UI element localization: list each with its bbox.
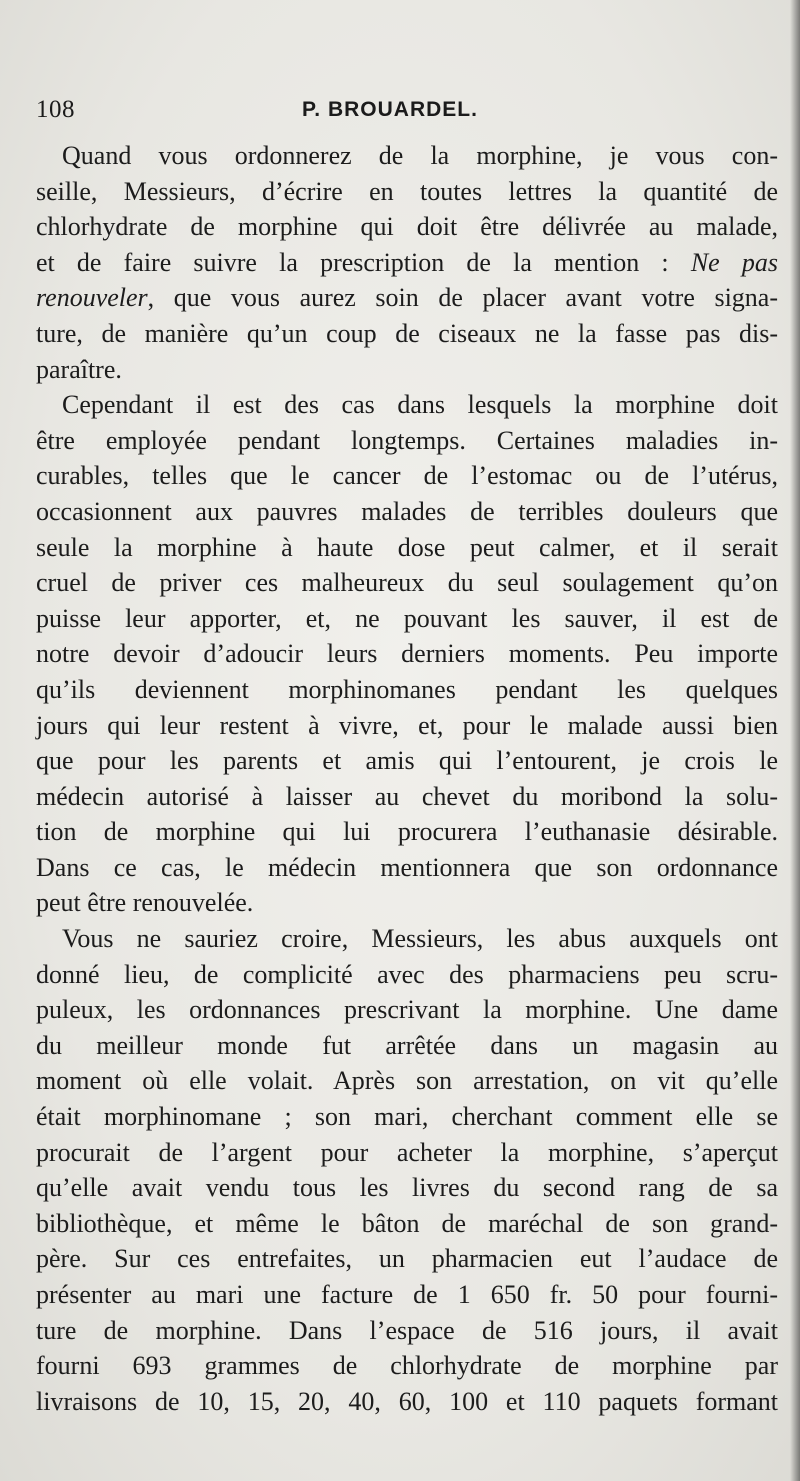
text-line: occasionnent aux pauvres malades de terribles douleurs que	[36, 496, 778, 526]
text-line: peut être renouvelée.	[36, 888, 254, 918]
text-line: ture de morphine. Dans l’espace de 516 jours, il avait	[36, 1315, 778, 1345]
text-line: curables, telles que le cancer de l’estomac ou de l’utérus,	[36, 461, 778, 491]
text-line: que pour les parents et amis qui l’entourent, je crois le	[36, 746, 778, 776]
text-line: paraître.	[36, 354, 122, 384]
text-line: jours qui leur restent à vivre, et, pour le malade aussi bien	[36, 710, 778, 740]
text-line: moment où elle volait. Après son arrestation, on vit qu’elle	[36, 1066, 778, 1096]
text-line: ture, de manière qu’un coup de ciseaux ne la fasse pas dis-	[36, 318, 778, 348]
italic-text: renouveler	[36, 283, 148, 313]
text-line: seille, Messieurs, d’écrire en toutes lettres la quantité de	[36, 176, 778, 206]
text-line: fourni 693 grammes de chlorhydrate de morphine par	[36, 1351, 778, 1381]
text-line: notre devoir d’adoucir leurs derniers moments. Peu importe	[36, 639, 778, 669]
body-text	[36, 138, 778, 1419]
page-header	[36, 96, 776, 136]
page-edge-shadow	[790, 0, 800, 1481]
text-line: puleux, les ordonnances prescrivant la morphine. Une dame	[36, 995, 778, 1025]
text-line: présenter au mari une facture de 1 650 fr. 50 pour fourni-	[36, 1280, 778, 1309]
page-number: 108	[36, 96, 75, 123]
text-line: donné lieu, de complicité avec des pharmaciens peu scru-	[36, 959, 778, 989]
paragraph-1	[36, 138, 778, 387]
text-line: procurait de l’argent pour acheter la morphine, s’aperçut	[36, 1137, 778, 1167]
text-line: du meilleur monde fut arrêtée dans un magasin au	[36, 1030, 778, 1060]
text-line: qu’elle avait vendu tous les livres du second rang de sa	[36, 1173, 778, 1203]
text-fragment: et de faire suivre la prescription de la mention :	[36, 247, 691, 277]
text-line: livraisons de 10, 15, 20, 40, 60, 100 et 110 paquets formant	[36, 1386, 778, 1416]
text-line: Quand vous ordonnerez de la morphine, je vous con-	[62, 141, 778, 170]
text-line: Cependant il est des cas dans lesquels la morphine doit	[62, 390, 778, 420]
text-line: père. Sur ces entrefaites, un pharmacien eut l’audace de	[36, 1244, 778, 1274]
text-line: être employée pendant longtemps. Certaines maladies in-	[36, 425, 778, 455]
text-line: médecin autorisé à laisser au chevet du moribond la solu-	[36, 781, 778, 811]
paragraph-3	[36, 921, 778, 1419]
text-line: bibliothèque, et même le bâton de maréchal de son grand-	[36, 1208, 778, 1238]
text-line: tion de morphine qui lui procurera l’euthanasie désirable.	[36, 817, 778, 847]
paragraph-2	[36, 387, 778, 921]
italic-text: Ne pas	[690, 247, 778, 277]
text-line: Dans ce cas, le médecin mentionnera que son ordonnance	[36, 852, 778, 882]
text-line: était morphinomane ; son mari, cherchant comment elle se	[36, 1102, 778, 1132]
text-line: chlorhydrate de morphine qui doit être délivrée au malade,	[36, 212, 778, 242]
text-line: puisse leur apporter, et, ne pouvant les sauver, il est de	[36, 603, 778, 633]
text-line: qu’ils deviennent morphinomanes pendant les quelques	[36, 674, 778, 704]
text-line-mixed	[36, 280, 778, 316]
text-line-mixed	[36, 245, 778, 281]
running-head: P. BROUARDEL.	[302, 98, 478, 121]
text-fragment: , que vous aurez soin de placer avant votre signa-	[147, 283, 778, 313]
text-line: seule la morphine à haute dose peut calmer, et il serait	[36, 532, 778, 562]
text-line: cruel de priver ces malheureux du seul soulagement qu’on	[36, 568, 778, 598]
text-line: Vous ne sauriez croire, Messieurs, les abus auxquels ont	[62, 924, 778, 954]
